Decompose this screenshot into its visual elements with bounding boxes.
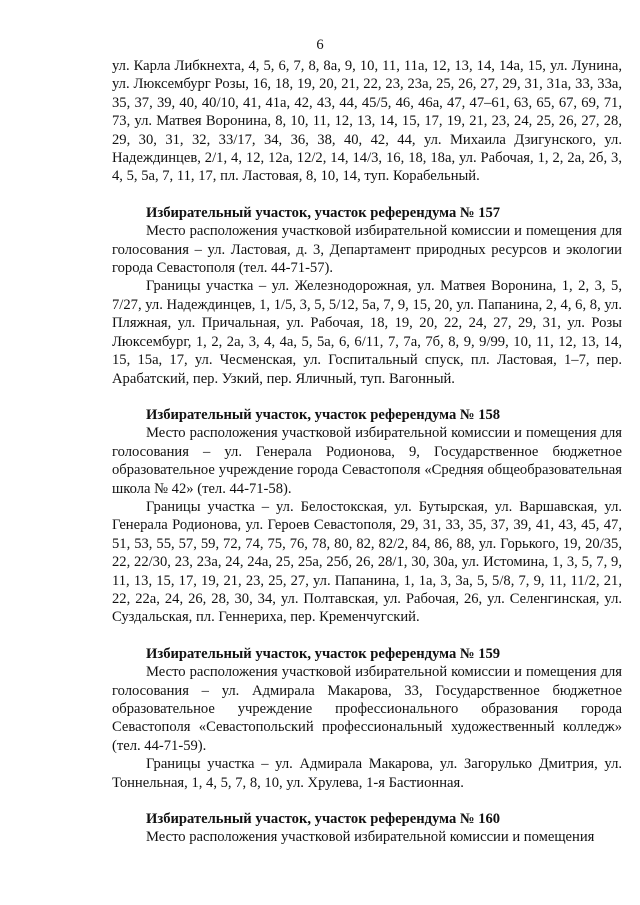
section-159	[112, 645, 622, 792]
section-location: Место расположения участковой избирательной комиссии и помещения для голосования – ул. Адмирала Макарова, 33, Государственное бюджетное образовательное учреждение профессионального образования города Севастополя «Севастопольский профессиональный художественный колледж» (тел. 44-71-59).	[112, 664, 622, 754]
section-158	[112, 406, 622, 627]
intro-continuation: ул. Карла Либкнехта, 4, 5, 6, 7, 8, 8а, 9, 10, 11, 11а, 12, 13, 14, 14а, 15, ул. Лунина, ул. Люксембург Розы, 16, 18, 19, 20, 21, 22, 23, 23а, 25, 26, 27, 29, 31, 31а, 33, 33а, 35, 37, 39, 40, 40/10, 41, 41а, 42, 43, 44, 45/5, 46, 46а, 47, 47–61, 63, 65, 67, 69, 71, 73, ул. Матвея Воронина, 8, 10, 11, 12, 13, 14, 15, 17, 19, 21, 23, 24, 25, 26, 27, 28, 29, 30, 31, 32, 33/17, 34, 36, 38, 40, 42, 44, ул. Михаила Дзигунского, ул. Надеждинцев, 2/1, 4, 12, 12а, 12/2, 14, 14/3, 16, 18, 18а, ул. Рабочая, 1, 2, 2а, 2б, 3, 4, 5, 5а, 7, 11, 17, пл. Ластовая, 8, 10, 14, туп. Корабельный.	[112, 58, 622, 185]
section-160	[112, 810, 622, 847]
section-boundaries: Границы участка – ул. Белостокская, ул. Бутырская, ул. Варшавская, ул. Генерала Родионова, ул. Героев Севастополя, 29, 31, 33, 35, 37, 39, 41, 43, 45, 47, 51, 53, 55, 57, 59, 72, 74, 75, 76, 78, 80, 82, 82/2, 84, 86, 88, ул. Горького, 19, 20/35, 22, 22/30, 23, 23а, 24, 24а, 25, 25а, 25б, 26, 28/1, 30, 30а, ул. Истомина, 1, 3, 5, 7, 9, 11, 13, 15, 17, 19, 21, 23, 25, 27, ул. Папанина, 1, 1а, 3, 3а, 5, 5/8, 7, 9, 11, 11/2, 21, 22, 22а, 24, 26, 28, 30, 34, ул. Полтавская, ул. Рабочая, 26, ул. Селенгинская, ул. Суздальская, пл. Геннериха, пер. Кременчугский.	[112, 498, 622, 626]
section-heading: Избирательный участок, участок референдума № 157	[146, 204, 501, 221]
section-location: Место расположения участковой избирательной комиссии и помещения	[146, 829, 595, 846]
section-location: Место расположения участковой избирательной комиссии и помещения для голосования – ул. Генерала Родионова, 9, Государственное бюджетное образовательное учреждение города Севастополя «Средняя общеобразовательная школа № 42» (тел. 44-71-58).	[112, 425, 622, 497]
page-number: 6	[316, 37, 324, 53]
section-heading: Избирательный участок, участок референдума № 160	[146, 811, 501, 828]
document-body	[112, 57, 622, 847]
section-157	[112, 204, 622, 388]
section-boundaries: Границы участка – ул. Адмирала Макарова, ул. Загорулько Дмитрия, ул. Тоннельная, 1, 4, 5, 7, 8, 10, ул. Хрулева, 1-я Бастионная.	[112, 756, 622, 791]
section-heading: Избирательный участок, участок референдума № 159	[146, 645, 501, 662]
section-location: Место расположения участковой избирательной комиссии и помещения для голосования – ул. Ластовая, д. 3, Департамент природных ресурсов и экологии города Севастополя (тел. 44-71-57).	[112, 223, 622, 277]
section-boundaries: Границы участка – ул. Железнодорожная, ул. Матвея Воронина, 1, 2, 3, 5, 7/27, ул. Надеждинцев, 1, 1/5, 3, 5, 5/12, 5а, 7, 9, 15, 20, ул. Папанина, 2, 4, 6, 8, ул. Пляжная, ул. Причальная, ул. Рабочая, 18, 19, 20, 22, 24, 27, 29, 31, ул. Розы Люксембург, 1, 2, 2а, 3, 4, 4а, 5, 5а, 6, 6/11, 7, 7а, 7б, 8, 9, 9/99, 10, 11, 12, 13, 14, 15, 15а, 17, ул. Чесменская, ул. Госпитальный спуск, пл. Ластовая, 1–7, пер. Арабатский, пер. Узкий, пер. Яличный, туп. Вагонный.	[112, 278, 622, 387]
section-heading: Избирательный участок, участок референдума № 158	[146, 406, 501, 423]
